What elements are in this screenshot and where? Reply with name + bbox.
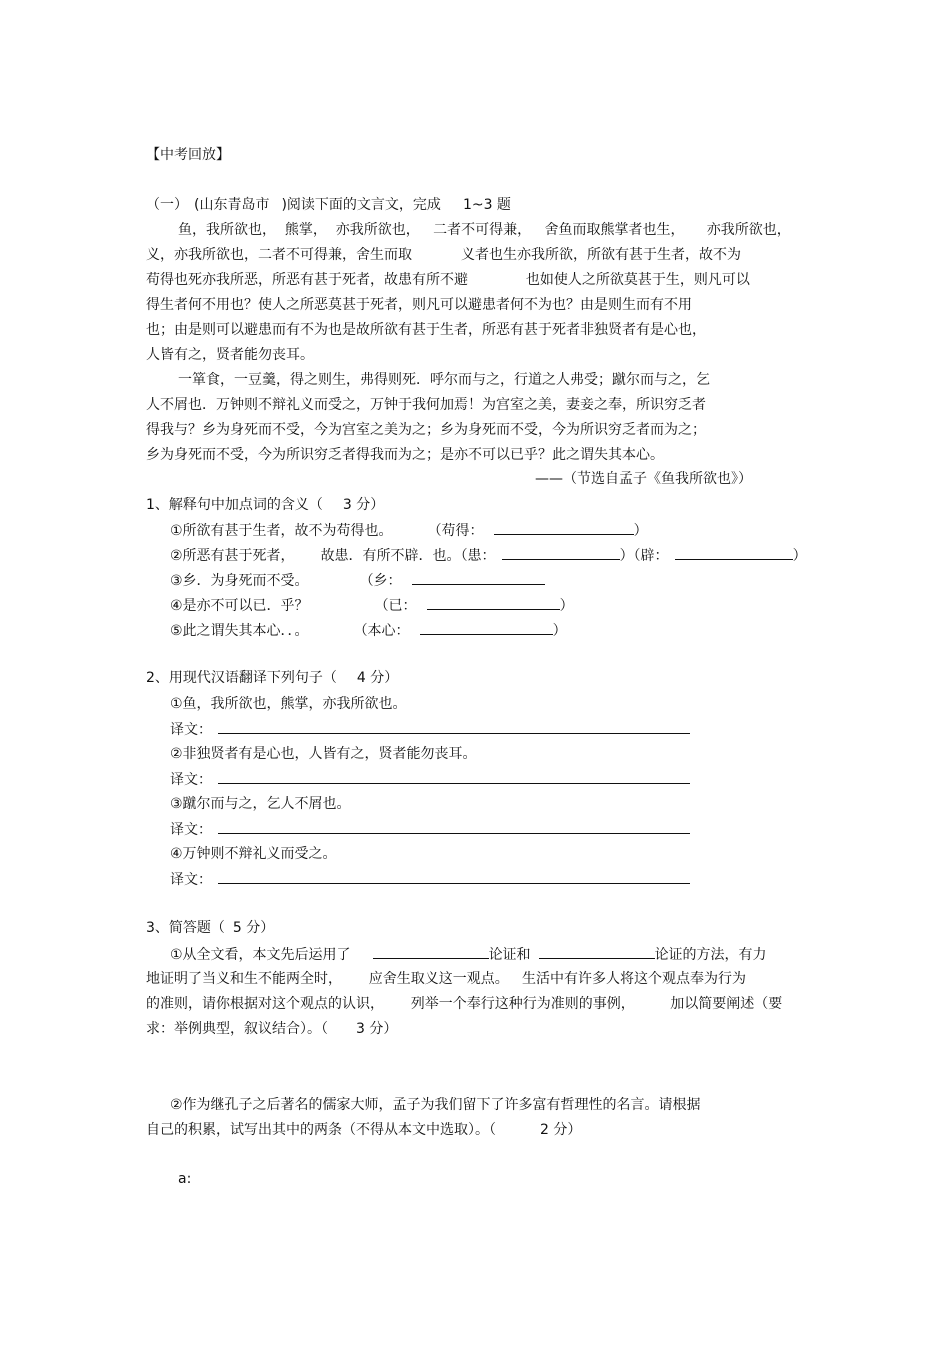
intro-instruction: )阅读下面的文言文，完成 [281,197,441,213]
q3-sub1-line: 的准则，请你根据对这个观点的认识， 列举一个奉行这种行为准则的事例， 加以简要阐述（要 [146,996,783,1012]
q1-item: ③乡．为身死而不受。 （乡： [170,571,545,590]
translation-line[interactable] [218,770,690,784]
answer-blank[interactable] [502,546,620,560]
passage-line: 苟得也死亦我所恶，所恶有甚于死者，故患有所不避 也如使人之所欲莫甚于生，则凡可以 [146,272,750,288]
q2-title: 2、用现代汉语翻译下列句子（ 4 分） [146,670,399,686]
q2-translation: 译文： [170,720,690,739]
q2-sentence: ③蹴尔而与之，乞人不屑也。 [170,796,351,812]
intro-line [146,196,511,214]
q2-translation: 译文： [170,770,690,789]
translation-line[interactable] [218,870,690,884]
answer-blank[interactable] [420,621,553,635]
translation-line[interactable] [218,820,690,834]
passage-line: 人不屑也．万钟则不辩礼义而受之，万钟于我何加焉！为宫室之美，妻妾之奉，所识穷乏者 [146,397,706,413]
passage-line: 得生者何不用也？使人之所恶莫甚于死者，则凡可以避患者何不为也？由是则生而有不用 [146,297,692,313]
answer-blank[interactable] [427,596,560,610]
q3-sub2-line: 自己的积累，试写出其中的两条（不得从本文中选取）。（ 2 分） [146,1122,582,1138]
section-title: 【中考回放】 [146,147,230,163]
translation-line[interactable] [218,720,690,734]
q2-sentence: ②非独贤者有是心也，人皆有之，贤者能勿丧耳。 [170,746,477,762]
answer-label-a: a: [178,1171,192,1187]
q2-translation: 译文： [170,820,690,839]
q2-sentence: ①鱼，我所欲也，熊掌，亦我所欲也。 [170,696,407,712]
passage-line: 人皆有之，贤者能勿丧耳。 [146,347,314,363]
q2-sentence: ④万钟则不辩礼义而受之。 [170,846,337,862]
answer-blank[interactable] [675,546,793,560]
passage-line: 一箪食，一豆羹，得之则生，弗得则死．呼尔而与之，行道之人弗受；蹴尔而与之，乞 [178,372,710,388]
passage-line: 也；由是则可以避患而有不为也是故所欲有甚于生者，所恶有甚于死者非独贤者有是心也， [146,322,706,338]
q1-title: 1、解释句中加点词的含义（ 3 分） [146,497,385,513]
intro-range: 1~3 题 [462,197,511,213]
q1-item: ②所恶有甚于死者， 故患．有所不辟．也。（患： ）（辟： ） [170,548,807,564]
answer-blank[interactable] [494,521,634,535]
answer-blank[interactable] [539,945,655,959]
q2-translation: 译文： [170,870,690,889]
passage-line: 鱼，我所欲也， 熊掌， 亦我所欲也， 二者不可得兼， 舍鱼而取熊掌者也生， 亦我所欲也， [178,222,791,238]
passage-line: 义，亦我所欲也，二者不可得兼，舍生而取 义者也生亦我所欲，所欲有甚于生者，故不为 [146,247,741,263]
q3-sub1-line: 地证明了当义和生不能两全时， 应舍生取义这一观点。 生活中有许多人将这个观点奉为行为 [146,971,747,987]
q3-sub1-line: 求：举例典型，叙议结合）。（ 3 分） [146,1021,398,1037]
answer-blank[interactable] [412,571,545,585]
passage-line: 得我与？乡为身死而不受，今为宫室之美为之；乡为身死而不受，今为所识穷乏者而为之； [146,422,706,438]
q3-sub1: ①从全文看，本文先后运用了 论证和 论证的方法，有力 [170,947,767,963]
q3-title: 3、简答题（ 5 分） [146,920,275,936]
q1-item: ④是亦不可以已．乎？ （已： ） [170,598,574,614]
answer-blank[interactable] [373,945,489,959]
q1-item: ⑤此之谓失其本心．．。 （本心： ） [170,623,567,639]
attribution: ——（节选自孟子《鱼我所欲也》） [535,471,752,487]
intro-prefix: （一） [146,197,188,213]
q1-item: ①所欲有甚于生者，故不为苟得也。 （苟得： ） [170,523,648,539]
q3-sub2: ②作为继孔子之后著名的儒家大师，孟子为我们留下了许多富有哲理性的名言。请根据 [170,1097,701,1113]
intro-source: (山东青岛市 [194,197,270,213]
passage-line: 乡为身死而不受，今为所识穷乏者得我而为之；是亦不可以已乎？此之谓失其本心。 [146,447,664,463]
